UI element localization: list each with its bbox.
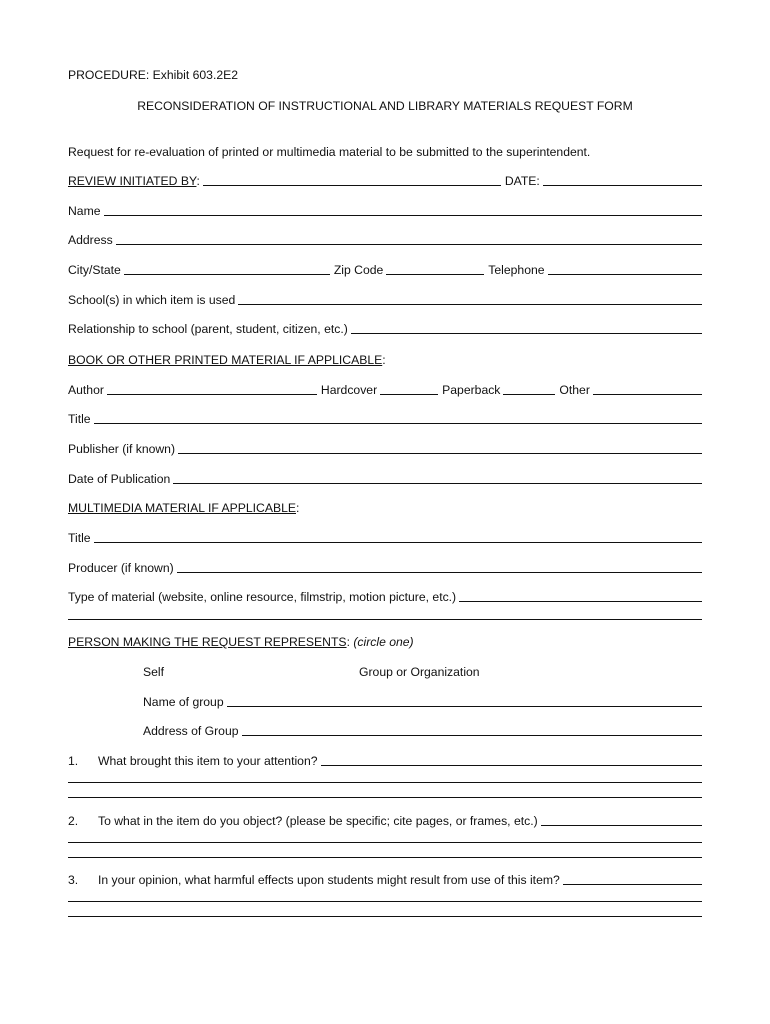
option-self[interactable]: Self: [143, 665, 165, 679]
relationship-label: Relationship to school (parent, student, citizen, etc.): [68, 322, 348, 336]
answer-2-line-2[interactable]: [68, 842, 702, 843]
publication-date-row: [68, 472, 702, 486]
question-3-text: In your opinion, what harmful effects upon students might result from use of this item?: [98, 873, 560, 887]
question-number: 2.: [68, 814, 79, 828]
group-address-row: [143, 724, 702, 738]
intro-text: Request for re-evaluation of printed or multimedia material to be submitted to the superintendent.: [68, 145, 591, 159]
hardcover-label: Hardcover: [320, 383, 378, 397]
material-type-field-continued[interactable]: [68, 619, 702, 620]
paperback-label: Paperback: [442, 383, 501, 397]
multimedia-title-row: [68, 531, 702, 545]
book-title-label: Title: [68, 412, 91, 426]
hardcover-field[interactable]: [380, 394, 438, 395]
book-title-row: [68, 412, 702, 426]
publication-date-field[interactable]: [173, 483, 702, 484]
answer-1-line-2[interactable]: [68, 782, 702, 783]
question-1-text: What brought this item to your attention?: [98, 754, 318, 768]
relationship-row: [68, 322, 702, 336]
answer-1-line-3[interactable]: [68, 797, 702, 798]
group-address-label: Address of Group: [143, 724, 239, 738]
question-number: 3.: [68, 873, 79, 887]
name-row: [68, 204, 702, 218]
form-title: RECONSIDERATION OF INSTRUCTIONAL AND LIBRARY MATERIALS REQUEST FORM: [137, 99, 633, 113]
material-type-label: Type of material (website, online resource, filmstrip, motion picture, etc.): [68, 590, 457, 604]
question-2-row: [68, 814, 702, 828]
reviewer-field[interactable]: [203, 185, 501, 186]
multimedia-title-field[interactable]: [94, 542, 702, 543]
multimedia-title-label: Title: [68, 531, 91, 545]
zip-label: Zip Code: [333, 263, 384, 277]
publication-date-label: Date of Publication: [68, 472, 171, 486]
book-title-field[interactable]: [94, 423, 702, 424]
multimedia-heading: MULTIMEDIA MATERIAL IF APPLICABLE:: [68, 501, 300, 515]
group-name-field[interactable]: [227, 706, 702, 707]
city-label: City/State: [68, 263, 121, 277]
publisher-label: Publisher (if known): [68, 442, 176, 456]
relationship-field[interactable]: [351, 333, 702, 334]
material-type-row: [68, 590, 702, 604]
publisher-row: [68, 442, 702, 456]
telephone-field[interactable]: [548, 274, 702, 275]
procedure-label: PROCEDURE: Exhibit 603.2E2: [68, 68, 239, 82]
author-row: [68, 383, 702, 397]
answer-2-line-3[interactable]: [68, 857, 702, 858]
represents-heading: PERSON MAKING THE REQUEST REPRESENTS: (circle one): [68, 635, 414, 649]
city-field[interactable]: [124, 274, 330, 275]
schools-field[interactable]: [238, 304, 702, 305]
publisher-field[interactable]: [178, 453, 702, 454]
telephone-label: Telephone: [488, 263, 545, 277]
material-type-field[interactable]: [459, 601, 702, 602]
answer-3-line-2[interactable]: [68, 901, 702, 902]
date-label: DATE:: [504, 174, 540, 188]
date-field[interactable]: [543, 185, 702, 186]
address-field[interactable]: [116, 244, 702, 245]
producer-label: Producer (if known): [68, 561, 174, 575]
schools-row: [68, 293, 702, 307]
producer-field[interactable]: [177, 572, 702, 573]
schools-label: School(s) in which item is used: [68, 293, 236, 307]
group-name-label: Name of group: [143, 695, 224, 709]
author-field[interactable]: [107, 394, 317, 395]
answer-2-field[interactable]: [541, 825, 702, 826]
review-row: [68, 174, 702, 188]
address-label: Address: [68, 233, 113, 247]
zip-field[interactable]: [386, 274, 484, 275]
name-field[interactable]: [104, 215, 702, 216]
multimedia-heading-row: [68, 501, 702, 515]
question-2-text: To what in the item do you object? (please be specific; cite pages, or frames, etc.): [98, 814, 538, 828]
producer-row: [68, 561, 702, 575]
name-label: Name: [68, 204, 101, 218]
answer-3-field[interactable]: [563, 884, 702, 885]
city-row: [68, 263, 702, 277]
other-label: Other: [559, 383, 590, 397]
question-3-row: [68, 873, 702, 887]
group-address-field[interactable]: [242, 735, 702, 736]
book-heading-row: [68, 353, 702, 367]
author-label: Author: [68, 383, 104, 397]
paperback-field[interactable]: [503, 394, 555, 395]
address-row: [68, 233, 702, 247]
question-1-row: [68, 754, 702, 768]
group-name-row: [143, 695, 702, 709]
review-heading: REVIEW INITIATED BY:: [68, 174, 200, 188]
other-field[interactable]: [593, 394, 702, 395]
option-group[interactable]: Group or Organization: [359, 665, 480, 679]
represents-heading-row: [68, 635, 702, 649]
answer-1-field[interactable]: [321, 765, 703, 766]
book-heading: BOOK OR OTHER PRINTED MATERIAL IF APPLICABLE:: [68, 353, 386, 367]
answer-3-line-3[interactable]: [68, 916, 702, 917]
question-number: 1.: [68, 754, 79, 768]
